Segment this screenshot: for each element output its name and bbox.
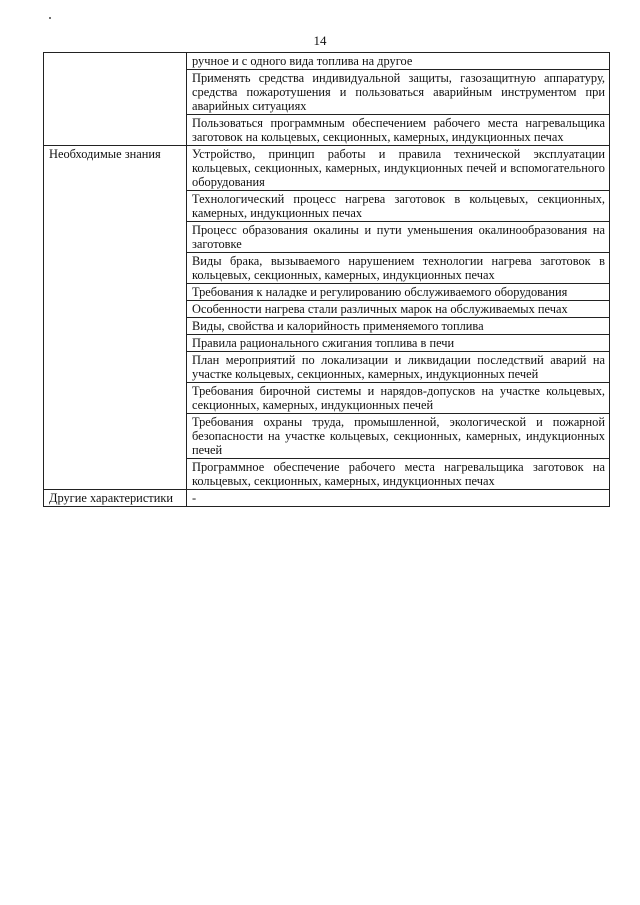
knowledge-cell: Требования бирочной системы и нарядов-допусков на участке кольцевых, секционных, камерных, индукционных печей [187,383,610,414]
table-row [44,53,610,70]
other-cell: - [187,490,610,507]
table-row [44,490,610,507]
row-header-other: Другие характеристики [44,490,187,507]
row-header-empty [44,53,187,146]
skill-cell: Применять средства индивидуальной защиты, газозащитную аппаратуру, средства пожаротушения и пользоваться аварийным инструментом при аварийных ситуациях [187,70,610,115]
knowledge-cell: Особенности нагрева стали различных марок на обслуживаемых печах [187,301,610,318]
knowledge-cell: Требования охраны труда, промышленной, экологической и пожарной безопасности на участке кольцевых, секционных, камерных, индукционных печей [187,414,610,459]
row-header-knowledge: Необходимые знания [44,146,187,490]
knowledge-cell: Технологический процесс нагрева заготовок в кольцевых, секционных, камерных, индукционных печах [187,191,610,222]
knowledge-cell: Устройство, принцип работы и правила технической эксплуатации кольцевых, секционных, камерных, индукционных печей и вспомогательного оборудования [187,146,610,191]
skill-cell: ручное и с одного вида топлива на другое [187,53,610,70]
knowledge-cell: План мероприятий по локализации и ликвидации последствий аварий на участке кольцевых, секционных, камерных, индукционных печей [187,352,610,383]
knowledge-cell: Требования к наладке и регулированию обслуживаемого оборудования [187,284,610,301]
table-row [44,146,610,191]
page-number: 14 [313,33,327,48]
requirements-table [43,52,610,507]
scan-speck [49,17,51,19]
knowledge-cell: Процесс образования окалины и пути уменьшения окалинообразования на заготовке [187,222,610,253]
skill-cell: Пользоваться программным обеспечением рабочего места нагревальщика заготовок на кольцевых, секционных, камерных, индукционных печах [187,115,610,146]
knowledge-cell: Правила рационального сжигания топлива в печи [187,335,610,352]
knowledge-cell: Виды брака, вызываемого нарушением технологии нагрева заготовок в кольцевых, секционных, камерных, индукционных печах [187,253,610,284]
knowledge-cell: Программное обеспечение рабочего места нагревальщика заготовок на кольцевых, секционных, камерных, индукционных печах [187,459,610,490]
knowledge-cell: Виды, свойства и калорийность применяемого топлива [187,318,610,335]
